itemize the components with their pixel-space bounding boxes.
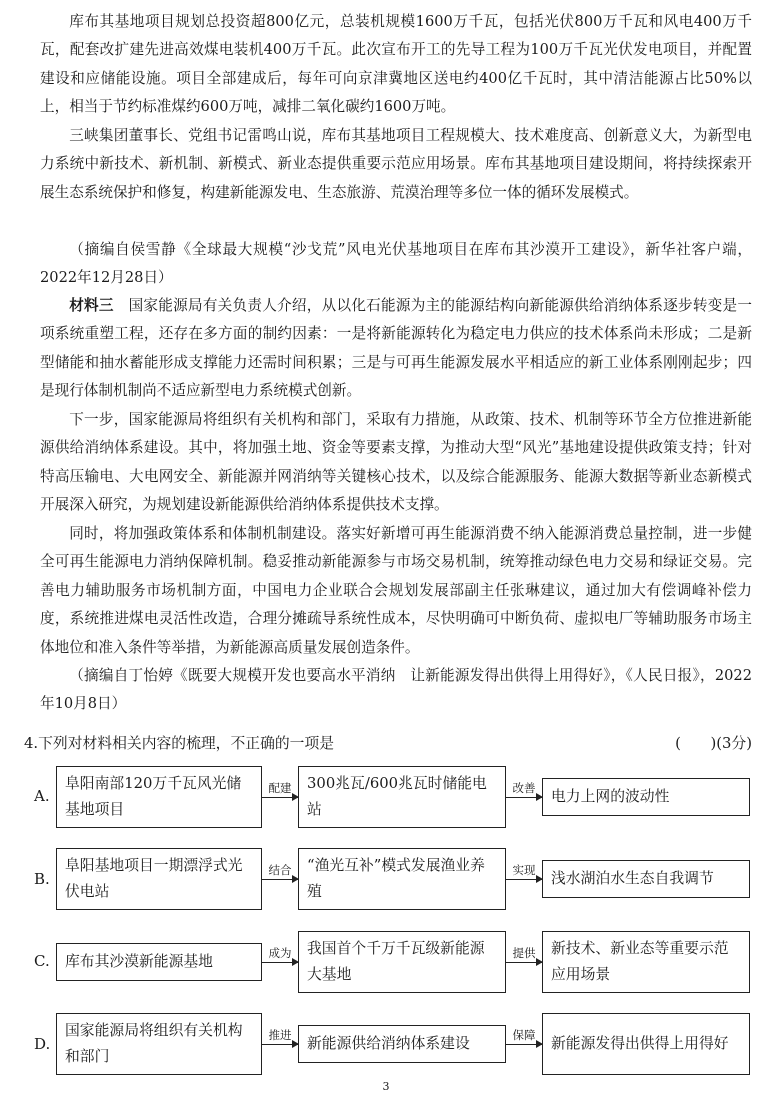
option-a-arrow-2	[506, 797, 542, 798]
question-stem: 4.下列对材料相关内容的梳理，不正确的一项是	[24, 735, 335, 752]
option-b-relation-2: 实现	[512, 863, 536, 877]
paragraph-policy-system: 同时，将加强政策体系和体制机制建设。落实好新增可再生能源消费不纳入能源消费总量控制，进一步健全可再生能源电力消纳保障机制。稳妥推动新能源参与市场交易机制，统筹推动绿色电力交易和绿证交易。完善电力辅助服务市场机制方面，中国电力企业联合会规划发展部副主任张琳建议，通过加大有偿调峰补偿力度，系统推进煤电灵活性改造，合理分摊疏导系统性成本，尽快明确可中断负荷、虚拟电厂等辅助服务市场主体地位和准入条件等举措，为新能源高质量发展创造条件。	[40, 525, 752, 656]
question-4	[24, 733, 752, 755]
option-c-letter[interactable]: C.	[34, 952, 50, 970]
paragraph-three-gorges: 三峡集团董事长、党组书记雷鸣山说，库布其基地项目工程规模大、技术难度高、创新意义大，为新型电力系统中新技术、新机制、新模式、新业态提供重要示范应用场景。库布其基地项目建设期间，将持续探索开展生态系统保护和修复，构建新能源发电、生态旅游、荒漠治理等多位一体的循环发展模式。	[40, 127, 752, 201]
option-b-result-box: 浅水湖泊水生态自我调节	[542, 860, 750, 898]
option-a-source-box: 阜阳南部120万千瓦风光储基地项目	[56, 766, 262, 828]
option-c-relation-1: 成为	[268, 946, 292, 960]
page-number: 3	[382, 1080, 390, 1093]
option-d-relation-1: 推进	[268, 1028, 292, 1042]
paragraph-kubuqi-investment: 库布其基地项目规划总投资超800亿元，总装机规模1600万千瓦，包括光伏800万千瓦和风电400万千瓦，配套改扩建先进高效煤电装机400万千瓦。此次宣布开工的先导工程为100万千瓦光伏发电项目，并配置建设和应储能设施。项目全部建成后，每年可向京津冀地区送电约400亿千瓦时，其中清洁能源占比50%以上，相当于节约标准煤约600万吨，减排二氧化碳约1600万吨。	[40, 13, 752, 116]
option-d-source-box: 国家能源局将组织有关机构和部门	[56, 1013, 262, 1075]
material-three-text: 国家能源局有关负责人介绍，从以化石能源为主的能源结构向新能源供给消纳体系逐步转变是一项系统重塑工程，还存在多方面的制约因素：一是将新能源转化为稳定电力供应的技术体系尚未形成；二是新型储能和抽水蓄能形成支撑能力还需时间积累；三是与可再生能源发展水平相适应的新工业体系刚刚起步；四是现行体制机制尚不适应新型电力系统模式创新。	[40, 297, 752, 400]
paragraph-next-step: 下一步，国家能源局将组织有关机构和部门，采取有力措施，从政策、技术、机制等环节全方位推进新能源供给消纳体系建设。其中，将加强土地、资金等要素支撑，为推动大型“风光”基地建设提供政策支持；针对特高压输电、大电网安全、新能源并网消纳等关键核心技术，以及综合能源服务、能源大数据等新业态新模式开展深入研究，为规划建设新能源供给消纳体系提供技术支撑。	[40, 411, 752, 514]
option-b-arrow-1	[262, 879, 298, 880]
option-d-relation-2: 保障	[512, 1028, 536, 1042]
option-a-letter[interactable]: A.	[34, 787, 50, 805]
option-a-result-box: 电力上网的波动性	[542, 778, 750, 816]
option-b-arrow-2	[506, 879, 542, 880]
source-note-1: （摘编自侯雪静《全球最大规模“沙戈荒”风电光伏基地项目在库布其沙漠开工建设》，新华社客户端，2022年12月28日）	[40, 241, 752, 287]
option-a-arrow-1	[262, 797, 298, 798]
option-b-source-box: 阜阳基地项目一期漂浮式光伏电站	[56, 848, 262, 910]
option-a-middle-box: 300兆瓦/600兆瓦时储能电站	[298, 766, 506, 828]
option-d-middle-box: 新能源供给消纳体系建设	[298, 1025, 506, 1063]
option-c-relation-2: 提供	[512, 946, 536, 960]
option-a-relation-2: 改善	[512, 781, 536, 795]
paragraph-material-three	[40, 292, 752, 406]
option-c-arrow-2	[506, 962, 542, 963]
option-d-letter[interactable]: D.	[34, 1035, 51, 1053]
source-note-2: （摘编自丁怡婷《既要大规模开发也要高水平消纳 让新能源发得出供得上用得好》，《人民日报》，2022年10月8日）	[40, 667, 752, 713]
option-a-relation-1: 配建	[268, 781, 292, 795]
option-c-middle-box: 我国首个千万千瓦级新能源大基地	[298, 931, 506, 993]
answer-paren: ( )(3分)	[675, 735, 752, 752]
option-d-result-box: 新能源发得出供得上用得好	[542, 1013, 750, 1075]
material-three-label: 材料三	[69, 297, 114, 314]
option-d-arrow-1	[262, 1044, 298, 1045]
option-c-source-box: 库布其沙漠新能源基地	[56, 943, 262, 981]
option-c-result-box: 新技术、新业态等重要示范应用场景	[542, 931, 750, 993]
option-b-relation-1: 结合	[268, 863, 292, 877]
option-b-letter[interactable]: B.	[34, 870, 50, 888]
option-d-arrow-2	[506, 1044, 542, 1045]
option-c-arrow-1	[262, 962, 298, 963]
option-b-middle-box: “渔光互补”模式发展渔业养殖	[298, 848, 506, 910]
